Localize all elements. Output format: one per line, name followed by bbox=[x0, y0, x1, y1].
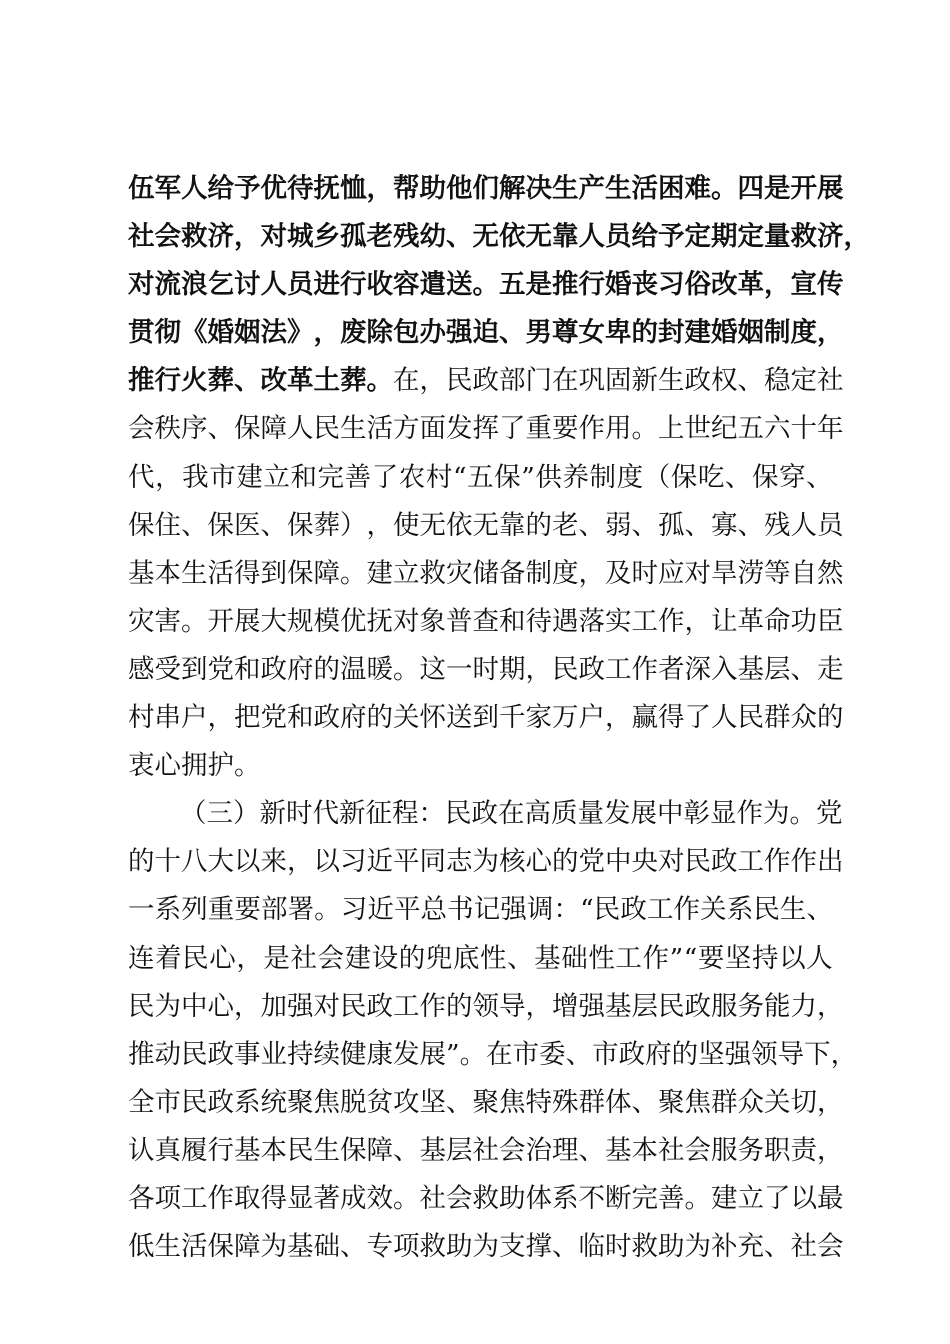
text-line: 各 项 工 作 取 得 显 著 成 效 。 社 会 救 助 体 系 不 断 完 善 。 建 立 了 以 最 bbox=[128, 1182, 844, 1214]
text-line: （ 三 ） 新 时 代 新 征 程 ： 民 政 在 高 质 量 发 展 中 彰 显 作 为 。 党 bbox=[180, 798, 843, 830]
text-line: 感 受 到 党 和 政 府 的 温 暖 。 这 一 时 期 ， 民 政 工 作 者 深 入 基 层 、 走 bbox=[128, 653, 844, 685]
text-line: 认 真 履 行 基 本 民 生 保 障 、 基 层 社 会 治 理 、 基 本 社 会 服 务 职 责 ， bbox=[128, 1134, 844, 1166]
text-line: 的 十 八 大 以 来 ， 以 习 近 平 同 志 为 核 心 的 党 中 央 对 民 政 工 作 作 出 bbox=[128, 846, 844, 878]
text-line: 基 本 生 活 得 到 保 障 。 建 立 救 灾 储 备 制 度 ， 及 时 应 对 旱 涝 等 自 然 bbox=[128, 557, 844, 589]
text-line: 保 住 、 保 医 、 保 葬 ） ， 使 无 依 无 靠 的 老 、 弱 、 孤 、 寡 、 残 人 员 bbox=[128, 509, 844, 541]
text-line: 推 动 民 政 事 业 持 续 健 康 发 展 ” 。 在 市 委 、 市 政 府 的 坚 强 领 导 下 ， bbox=[128, 1038, 858, 1070]
text-line: 全 市 民 政 系 统 聚 焦 脱 贫 攻 坚 、 聚 焦 特 殊 群 体 、 聚 焦 群 众 关 切 ， bbox=[128, 1086, 844, 1118]
text-line: 连 着 民 心 ， 是 社 会 建 设 的 兜 底 性 、 基 础 性 工 作 ” “ 要 坚 持 以 人 bbox=[128, 942, 833, 974]
text-line: 灾 害 。 开 展 大 规 模 优 抚 对 象 普 查 和 待 遇 落 实 工 作 ， 让 革 命 功 臣 bbox=[128, 605, 844, 637]
text-line: 对 流 浪 乞 讨 人 员 进 行 收 容 遣 送 。 五 是 推 行 婚 丧 习 俗 改 革 ， 宣 传 bbox=[128, 269, 844, 301]
text-line: 会 秩 序 、 保 障 人 民 生 活 方 面 发 挥 了 重 要 作 用 。 上 世 纪 五 六 十 年 bbox=[128, 413, 844, 445]
text-line: 民 为 中 心 ， 加 强 对 民 政 工 作 的 领 导 ， 增 强 基 层 民 政 服 务 能 力 ， bbox=[128, 990, 844, 1022]
text-line: 贯 彻 《 婚 姻 法 》 ， 废 除 包 办 强 迫 、 男 尊 女 卑 的 封 建 婚 姻 制 度 ， bbox=[128, 317, 844, 349]
text-line: 社 会 救 济 ， 对 城 乡 孤 老 残 幼 、 无 依 无 靠 人 员 给 予 定 期 定 量 救 济 ， bbox=[128, 221, 870, 253]
text-line: 代 ， 我 市 建 立 和 完 善 了 农 村 “ 五 保 ” 供 养 制 度 （ 保 吃 、 保 穿 、 bbox=[128, 461, 833, 493]
text-line: 村 串 户 ， 把 党 和 政 府 的 关 怀 送 到 千 家 万 户 ， 赢 得 了 人 民 群 众 的 bbox=[128, 702, 844, 734]
text-line: 伍 军 人 给 予 优 待 抚 恤 ， 帮 助 他 们 解 决 生 产 生 活 困 难 。 四 是 开 展 bbox=[128, 173, 844, 204]
text-line: 衷 心 拥 护 。 bbox=[128, 750, 261, 782]
text-line: 推 行 火 葬 、 改 革 土 葬 。 在 ， 民 政 部 门 在 巩 固 新 生 政 权 、 稳 定 社 bbox=[128, 365, 844, 397]
body-text bbox=[128, 165, 870, 1271]
text-line: 一 系 列 重 要 部 署 。 习 近 平 总 书 记 强 调 ： “ 民 政 工 作 关 系 民 生 、 bbox=[128, 894, 833, 926]
text-line: 低 生 活 保 障 为 基 础 、 专 项 救 助 为 支 撑 、 临 时 救 助 为 补 充 、 社 会 bbox=[128, 1231, 844, 1263]
